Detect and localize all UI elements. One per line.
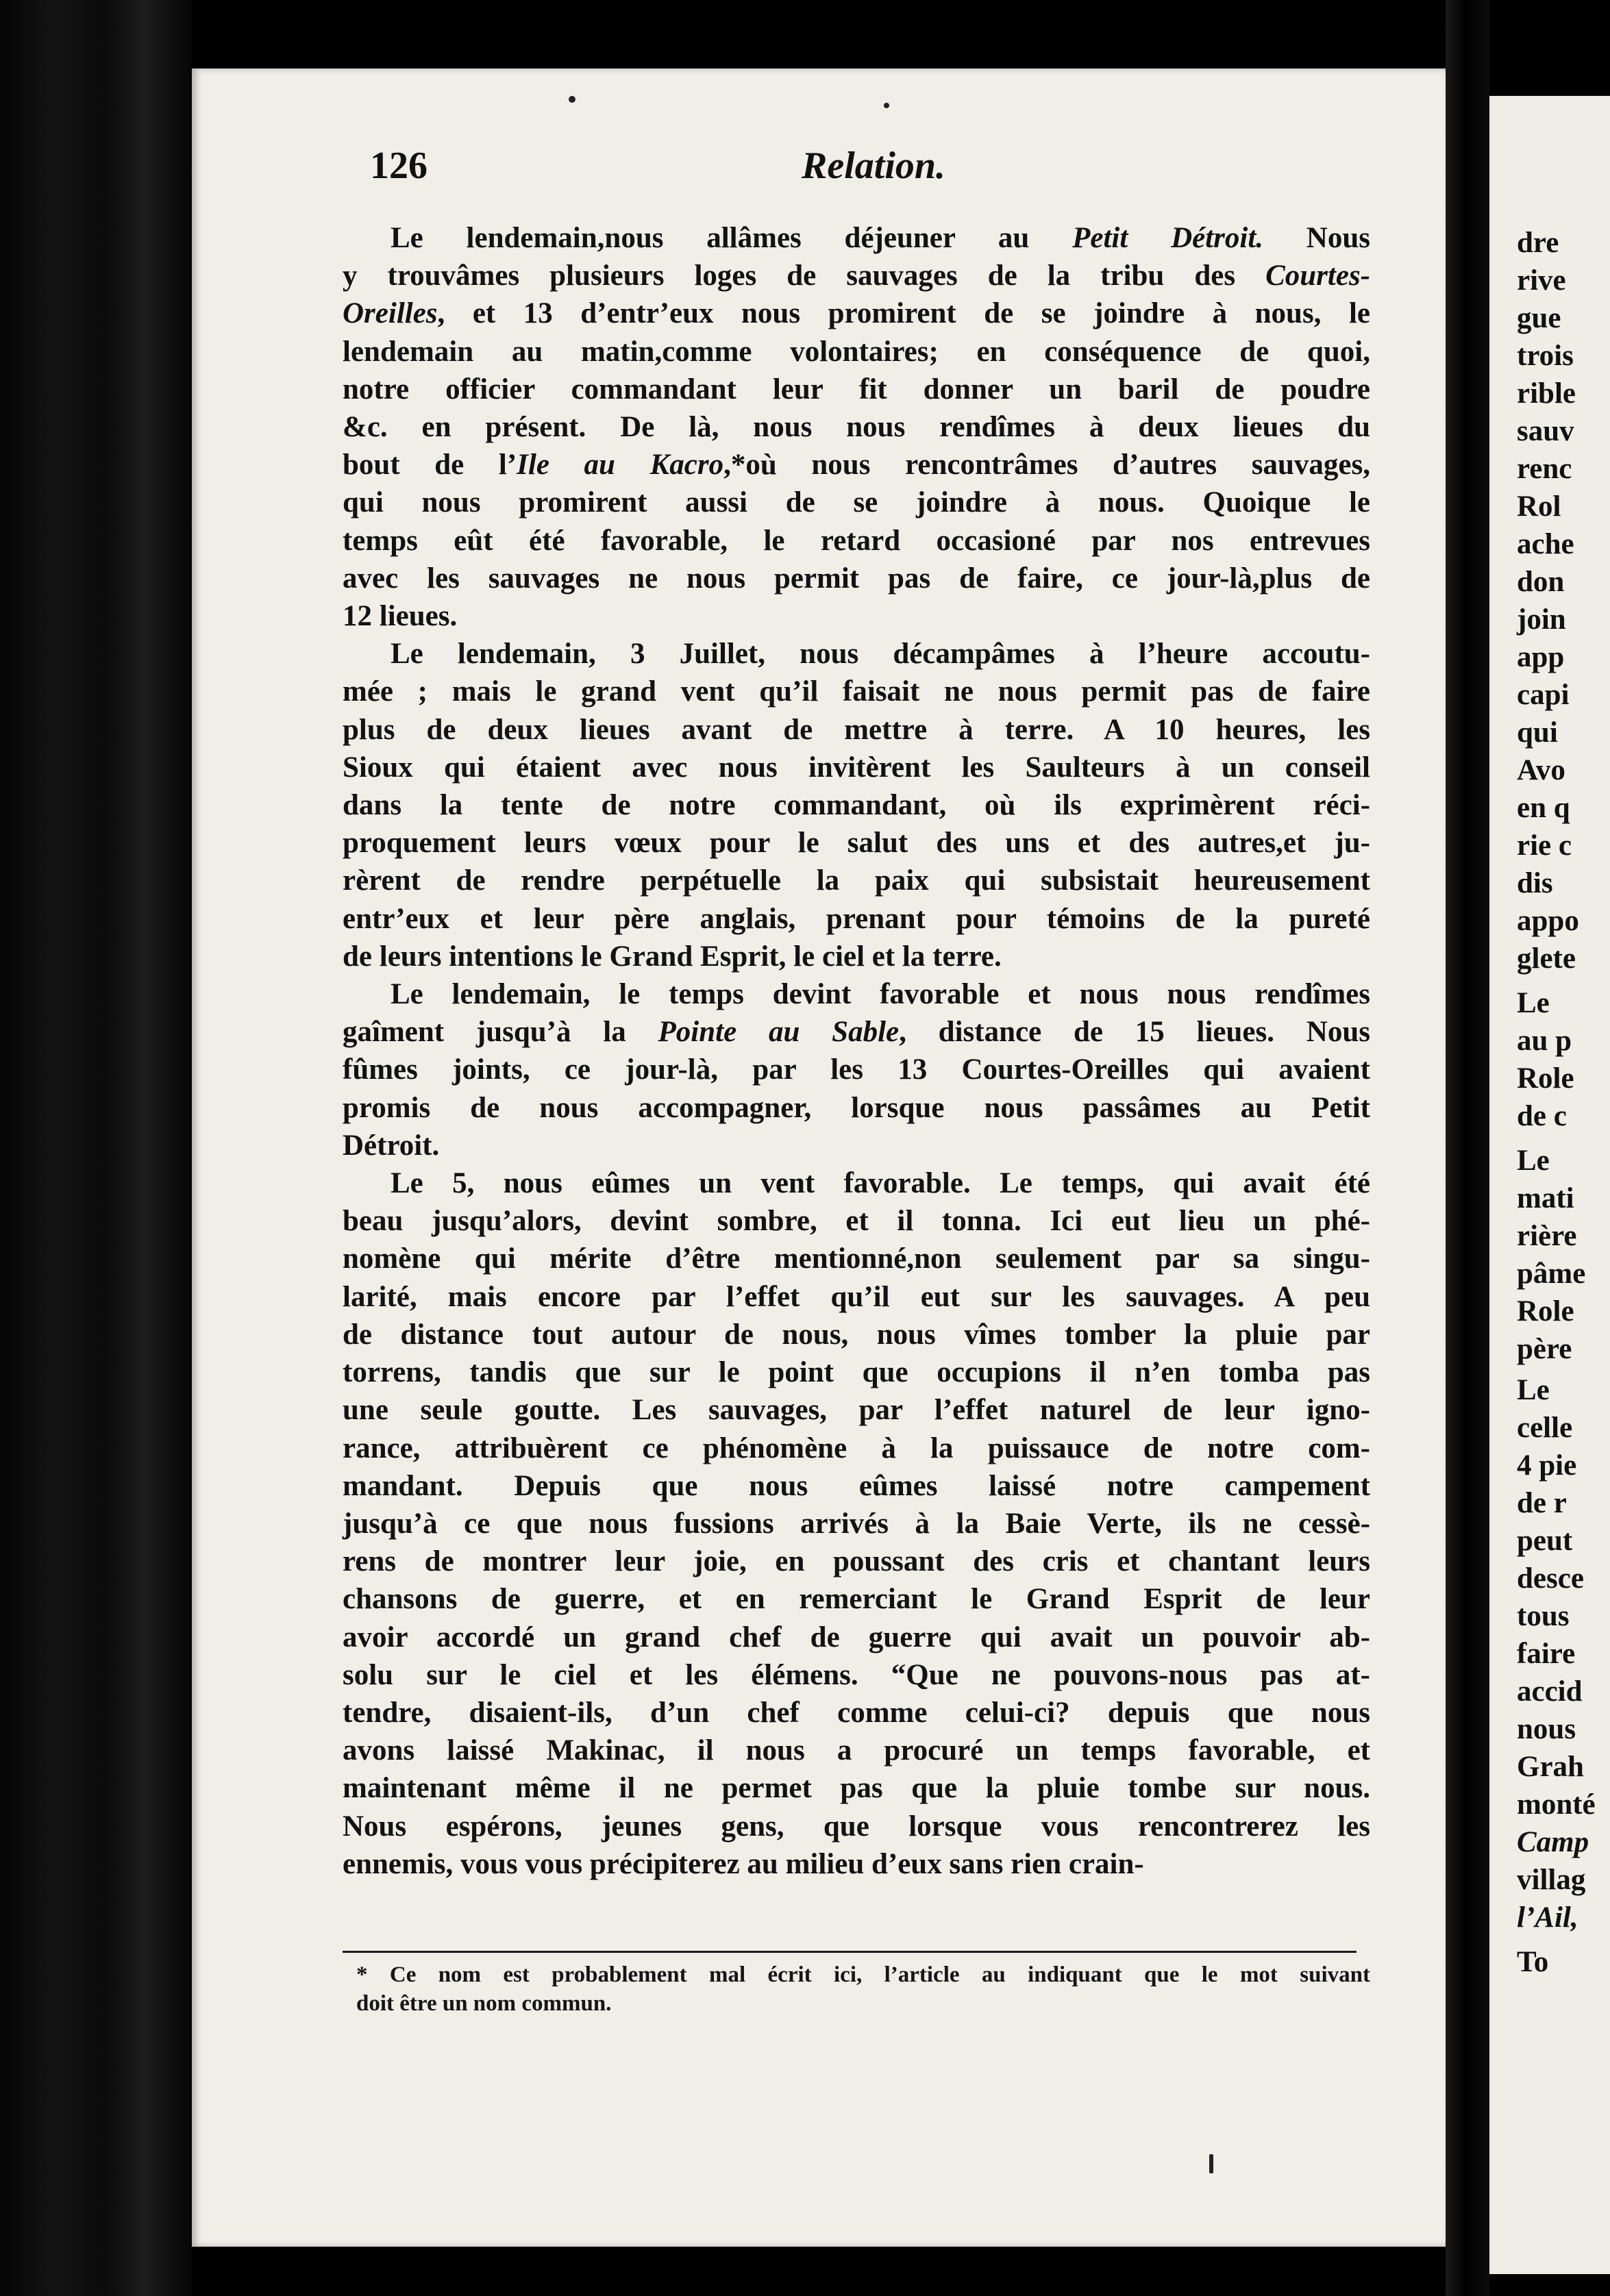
- facing-page-text: au p: [1517, 1025, 1572, 1057]
- text-line: notre officier commandant leur fit donner un baril de poudre: [343, 373, 1370, 405]
- facing-page-text: monté: [1517, 1788, 1596, 1821]
- facing-page-text: rive: [1517, 264, 1566, 297]
- text-line: Le lendemain, le temps devint favorable et nous nous rendîmes: [391, 978, 1370, 1011]
- text-line: torrens, tandis que sur le point que occupions il n’en tomba pas: [343, 1356, 1370, 1389]
- text-line: de distance tout autour de nous, nous vîmes tomber la pluie par: [343, 1318, 1370, 1351]
- facing-page-text: renc: [1517, 453, 1572, 485]
- text-line: nomène qui mérite d’être mentionné,non seulement par sa singu-: [343, 1243, 1370, 1275]
- facing-page-text: Role: [1517, 1295, 1574, 1327]
- facing-page-text: don: [1517, 566, 1565, 598]
- text-line: Sioux qui étaient avec nous invitèrent les Saulteurs à un conseil: [343, 751, 1370, 784]
- page-number: 126: [370, 145, 428, 187]
- text-line: 12 lieues.: [343, 600, 458, 633]
- text-line: lendemain au matin,comme volontaires; en conséquence de quoi,: [343, 335, 1370, 368]
- ink-speck: [884, 103, 889, 108]
- facing-page-text: mati: [1517, 1182, 1574, 1214]
- ink-speck: [569, 96, 575, 103]
- text-line: &c. en présent. De là, nous nous rendîmes à deux lieues du: [343, 411, 1370, 444]
- text-line: Détroit.: [343, 1129, 440, 1162]
- text-line: promis de nous accompagner, lorsque nous passâmes au Petit: [343, 1091, 1370, 1124]
- facing-page-text: celle: [1517, 1412, 1573, 1444]
- body-text: [343, 219, 1370, 1883]
- text-line: Le 5, nous eûmes un vent favorable. Le temps, qui avait été: [391, 1167, 1370, 1200]
- text-line: dans la tente de notre commandant, où ils exprimèrent réci-: [343, 789, 1370, 822]
- text-line: proquement leurs vœux pour le salut des uns et des autres,et ju-: [343, 827, 1370, 860]
- facing-page-text: rible: [1517, 377, 1576, 410]
- book-binding-shadow: [0, 0, 192, 2296]
- running-title: Relation.: [802, 145, 946, 187]
- text-line: qui nous promirent aussi de se joindre à nous. Quoique le: [343, 486, 1370, 519]
- facing-page-text: dre: [1517, 227, 1559, 259]
- text-line: jusqu’à ce que nous fussions arrivés à la Baie Verte, ils ne cessè-: [343, 1507, 1370, 1540]
- text-line: Le lendemain,nous allâmes déjeuner au Petit Détroit. Nous: [391, 222, 1370, 254]
- text-line: tendre, disaient-ils, d’un chef comme celui-ci? depuis que nous: [343, 1696, 1370, 1729]
- text-line: Le lendemain, 3 Juillet, nous décampâmes à l’heure accoutu-: [391, 638, 1370, 671]
- text-line: mandant. Depuis que nous eûmes laissé notre campement: [343, 1469, 1370, 1502]
- facing-page-text: gue: [1517, 302, 1561, 334]
- facing-page-text: accid: [1517, 1675, 1583, 1708]
- italic-text: Courtes-: [1265, 260, 1370, 292]
- facing-page-text: Camp: [1517, 1826, 1589, 1858]
- footnote: [356, 1960, 1370, 2018]
- facing-page-text: trois: [1517, 340, 1574, 372]
- facing-page-text: Le: [1517, 1145, 1550, 1177]
- facing-page-text: capi: [1517, 679, 1570, 711]
- book-gutter: [1446, 0, 1489, 2296]
- italic-text: Ile au Kacro: [517, 449, 724, 482]
- facing-page-text: appo: [1517, 905, 1579, 937]
- text-line: gaîment jusqu’à la Pointe au Sable, distance de 15 lieues. Nous: [343, 1016, 1370, 1049]
- text-line: de leurs intentions le Grand Esprit, le ciel et la terre.: [343, 940, 1002, 973]
- text-line: larité, mais encore par l’effet qu’il eut sur les sauvages. A peu: [343, 1280, 1370, 1313]
- facing-page-text: peut: [1517, 1525, 1573, 1557]
- facing-page-text: desce: [1517, 1562, 1584, 1595]
- paragraph: [343, 1164, 1370, 1883]
- text-line: temps eût été favorable, le retard occasioné par nos entrevues: [343, 524, 1370, 557]
- facing-page-text: To: [1517, 1946, 1549, 1978]
- text-line: maintenant même il ne permet pas que la pluie tombe sur nous.: [343, 1772, 1370, 1805]
- page-header: [370, 144, 1398, 205]
- facing-page-text: dis: [1517, 867, 1553, 899]
- facing-page-text: villag: [1517, 1864, 1586, 1896]
- text-line: beau jusqu’alors, devint sombre, et il tonna. Ici eut lieu un phé-: [343, 1205, 1370, 1238]
- text-line: fûmes joints, ce jour-là, par les 13 Courtes-Oreilles qui avaient: [343, 1053, 1370, 1086]
- text-line: mée ; mais le grand vent qu’il faisait ne nous permit pas de faire: [343, 675, 1370, 708]
- facing-page-text: nous: [1517, 1713, 1576, 1745]
- facing-page-text: père: [1517, 1333, 1572, 1365]
- text-line: avons laissé Makinac, il nous a procuré un temps favorable, et: [343, 1734, 1370, 1767]
- facing-page-text: Le: [1517, 1374, 1550, 1406]
- text-line: Oreilles, et 13 d’entr’eux nous promirent de se joindre à nous, le: [343, 297, 1370, 330]
- facing-page-text: Rol: [1517, 490, 1561, 523]
- paragraph: [343, 635, 1370, 975]
- facing-page-text: tous: [1517, 1600, 1570, 1632]
- text-line: solu sur le ciel et les élémens. “Que ne pouvons-nous pas at-: [343, 1658, 1370, 1691]
- text-line: bout de l’Ile au Kacro,*où nous rencontrâmes d’autres sauvages,: [343, 449, 1370, 482]
- facing-page-text: Role: [1517, 1062, 1574, 1095]
- facing-page-text: sauv: [1517, 415, 1574, 447]
- facing-page-text: join: [1517, 603, 1566, 636]
- text-line: plus de deux lieues avant de mettre à terre. A 10 heures, les: [343, 713, 1370, 746]
- facing-page-text: ache: [1517, 528, 1574, 560]
- text-line: une seule goutte. Les sauvages, par l’effet naturel de leur igno-: [343, 1394, 1370, 1427]
- facing-page-text: app: [1517, 641, 1565, 673]
- text-line: rance, attribuèrent ce phénomène à la puissauce de notre com-: [343, 1432, 1370, 1464]
- facing-page-text: 4 pie: [1517, 1449, 1577, 1482]
- text-line: rèrent de rendre perpétuelle la paix qui subsistait heureusement: [343, 864, 1370, 897]
- facing-page-text: Grah: [1517, 1751, 1584, 1783]
- text-line: entr’eux et leur père anglais, prenant pour témoins de la pureté: [343, 902, 1370, 935]
- italic-text: Petit Détroit.: [1072, 222, 1264, 254]
- facing-page-text: glete: [1517, 943, 1576, 975]
- facing-page-fragment: [1489, 96, 1610, 2274]
- footnote-line: * Ce nom est probablement mal écrit ici, l’article au indiquant que le mot suivant: [356, 1962, 1370, 1987]
- italic-text: Pointe au Sable: [658, 1016, 900, 1049]
- italic-text: Oreilles: [343, 297, 438, 330]
- facing-page-text: de c: [1517, 1100, 1567, 1132]
- text-line: y trouvâmes plusieurs loges de sauvages de la tribu des Courtes-: [343, 260, 1370, 292]
- facing-page-text: l’Ail,: [1517, 1901, 1578, 1934]
- facing-page-text: pâme: [1517, 1258, 1586, 1290]
- facing-page-text: qui: [1517, 716, 1558, 749]
- text-line: chansons de guerre, et en remerciant le Grand Esprit de leur: [343, 1583, 1370, 1616]
- ink-speck: [1209, 2154, 1213, 2173]
- facing-page-text: faire: [1517, 1638, 1576, 1670]
- facing-page-text: Le: [1517, 987, 1550, 1019]
- text-line: ennemis, vous vous précipiterez au milieu d’eux sans rien crain-: [343, 1847, 1144, 1880]
- paragraph: [343, 219, 1370, 635]
- footnote-line: doit être un nom commun.: [356, 1991, 612, 2016]
- text-line: Nous espérons, jeunes gens, que lorsque vous rencontrerez les: [343, 1810, 1370, 1843]
- text-line: avec les sauvages ne nous permit pas de faire, ce jour-là,plus de: [343, 562, 1370, 595]
- facing-page-text: Avo: [1517, 754, 1565, 786]
- facing-page-text: rie c: [1517, 829, 1572, 862]
- paragraph: [343, 975, 1370, 1164]
- facing-page-text: de r: [1517, 1487, 1567, 1519]
- footnote-rule: [343, 1951, 1357, 1953]
- text-line: rens de montrer leur joie, en poussant des cris et chantant leurs: [343, 1545, 1370, 1578]
- facing-page-text: rière: [1517, 1220, 1577, 1252]
- facing-page-text: en q: [1517, 792, 1570, 824]
- text-line: avoir accordé un grand chef de guerre qui avait un pouvoir ab-: [343, 1621, 1370, 1654]
